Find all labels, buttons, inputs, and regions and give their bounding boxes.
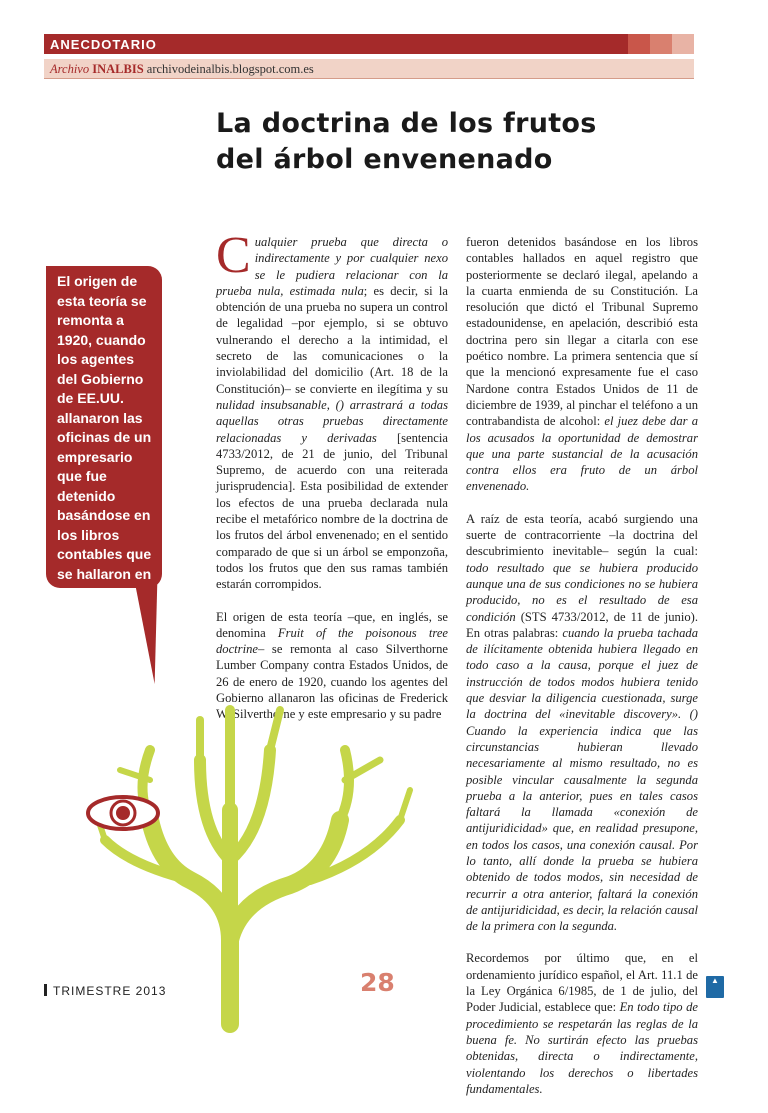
drop-cap: C bbox=[216, 227, 251, 284]
article-title bbox=[216, 106, 736, 178]
color-swatch-2 bbox=[650, 34, 672, 54]
body-column-2 bbox=[466, 234, 698, 1113]
italic-text: el juez debe dar a los acusados la oportunidad de demostrar que una parte sustancial de la acusación contra ellos era fruto de un árbol envenenado. bbox=[466, 414, 698, 494]
paragraph bbox=[466, 234, 698, 495]
text: Recordemos por último que, en el ordenamiento jurídico español, el Art. 11.1 de la Ley Orgánica 6/1985, de 1 de julio, del Poder Judicial, establece que: bbox=[466, 951, 698, 1015]
title-line-1: La doctrina de los frutos bbox=[216, 108, 597, 139]
italic-text: Fruit of the poisonous tree doctrine bbox=[216, 625, 449, 657]
archive-label: Archivo bbox=[50, 62, 90, 76]
italic-text: cuando la prueba tachada de ilícitamente obtenida hubiera llegado en todo caso a la causa, porque el juez de instrucción de todos modos hubiera tenido que desviar la diligencia cuestionada, surge la doctrina del «inevitable discovery». () Cuando la experiencia indica que las circunstancias hubieran llevado necesariamente al mismo resultado, no es posible vincular causalmente la segunda prueba a la anterior, pues en tales casos faltará la llamada «conexión de antijuridicidad» que, en realidad presupone, en todos los casos, una conexión causal. Por lo tanto, allí donde la prueba se hubiera obtenido de todos modos, sin necesidad de recurrir a otra anterior, faltará la conexión de antijuridicidad, es decir, la relación causal de la primera con la segunda. bbox=[466, 625, 698, 934]
paragraph bbox=[216, 227, 448, 593]
paragraph bbox=[466, 511, 698, 935]
page-number: 28 bbox=[360, 968, 395, 997]
title-line-2: del árbol envenenado bbox=[216, 144, 553, 175]
text: (STS 4733/2012, de 11 de junio). En otras palabras: bbox=[466, 609, 698, 640]
pull-quote: El origen de esta teoría se remonta a 1920, cuando los agentes del Gobierno de EE.UU. allanaron las oficinas de un empresario que fue detenido basándose en los libros contables que se hallaron en un registro ilegal bbox=[46, 266, 162, 588]
eye-icon bbox=[88, 797, 158, 829]
italic-text: nulidad insubsanable, () arrastrará a todas aquellas otras pruebas directamente relacionadas y derivadas bbox=[216, 397, 448, 445]
pull-quote-tail bbox=[134, 580, 164, 684]
color-swatch-1 bbox=[628, 34, 650, 54]
section-label: ANECDOTARIO bbox=[50, 36, 157, 52]
section-header-bar bbox=[44, 34, 694, 54]
text: El origen de esta teoría –que, en inglés, se denomina bbox=[216, 609, 448, 640]
italic-text: ualquier prueba que directa o indirectamente y por cualquier nexo se le pudiera relacionar con la prueba nula, estimada nula bbox=[216, 235, 448, 298]
color-swatch-3 bbox=[672, 34, 694, 54]
body-column-1 bbox=[216, 227, 449, 739]
text: [sentencia 4733/2012, de 21 de junio, del Tribunal Supremo, de acuerdo con una reiterada jurisprudencia]. Esta posibilidad de extender los efectos de una prueba declarada nula recibe el metafórico nombre de la doctrina de los frutos del árbol envenenado; en el sentido comparado de que si un árbol se emponzoña, todos los frutos que den sus ramas también estarán corrompidos. bbox=[216, 430, 448, 592]
archive-brand: INALBIS bbox=[92, 62, 144, 76]
text: fueron detenidos basándose en los libros contables hallados en aquel registro que posteriormente se declaró ilegal, apelando a la cuarta enmienda de su Constitución. La resolución que dictó el Tribunal Supremo estadounidense, en apelación, describió esta doctrina pero sin llegar a citarla con ese poético nombre. La primera sentencia que sí que la mencionó expresamente fue el caso Nardone contra Estados Unidos de 11 de diciembre de 1939, al pinchar el teléfono a un contrabandista de alcohol: bbox=[466, 235, 698, 429]
italic-text: todo resultado que se hubiera producido aunque una de sus condiciones no se hubiera producido, no es el resultado de esa condición bbox=[466, 560, 698, 624]
footer bbox=[44, 984, 166, 998]
text: ; es decir, si la obtención de una prueba no supera un control de legalidad –por ejemplo, si se obtuvo vulnerando el derecho a la intimidad, el secreto de las comunicaciones o la inviolabilidad del domicilio (Art. 18 de la Constitución)– se convierte en ilegítima y su bbox=[216, 283, 448, 396]
text: – se remonta al caso Silverthorne Lumber Company contra Estados Unidos, de 26 de enero de 1920, cuando los agentes del Gobierno allanaron las oficinas de Frederick W. Silverthorne y este empresario y su padre bbox=[216, 642, 448, 722]
archive-bar bbox=[44, 59, 694, 79]
paragraph bbox=[466, 950, 698, 1097]
italic-text: En todo tipo de procedimiento se respetarán las reglas de la buena fe. No surtirán efecto las pruebas obtenidas, directa o indirectamente, violentando los derechos o libertades fundamentales. bbox=[466, 1000, 698, 1096]
text: A raíz de esta teoría, acabó surgiendo una suerte de contracorriente –la doctrina del descubrimiento inevitable– según la cual: bbox=[466, 511, 698, 559]
archive-url[interactable]: archivodeinalbis.blogspot.com.es bbox=[146, 62, 314, 76]
publisher-logo-icon: ▲ bbox=[706, 976, 724, 998]
footer-issue: TRIMESTRE 2013 bbox=[53, 984, 167, 998]
footer-rule bbox=[44, 984, 47, 996]
